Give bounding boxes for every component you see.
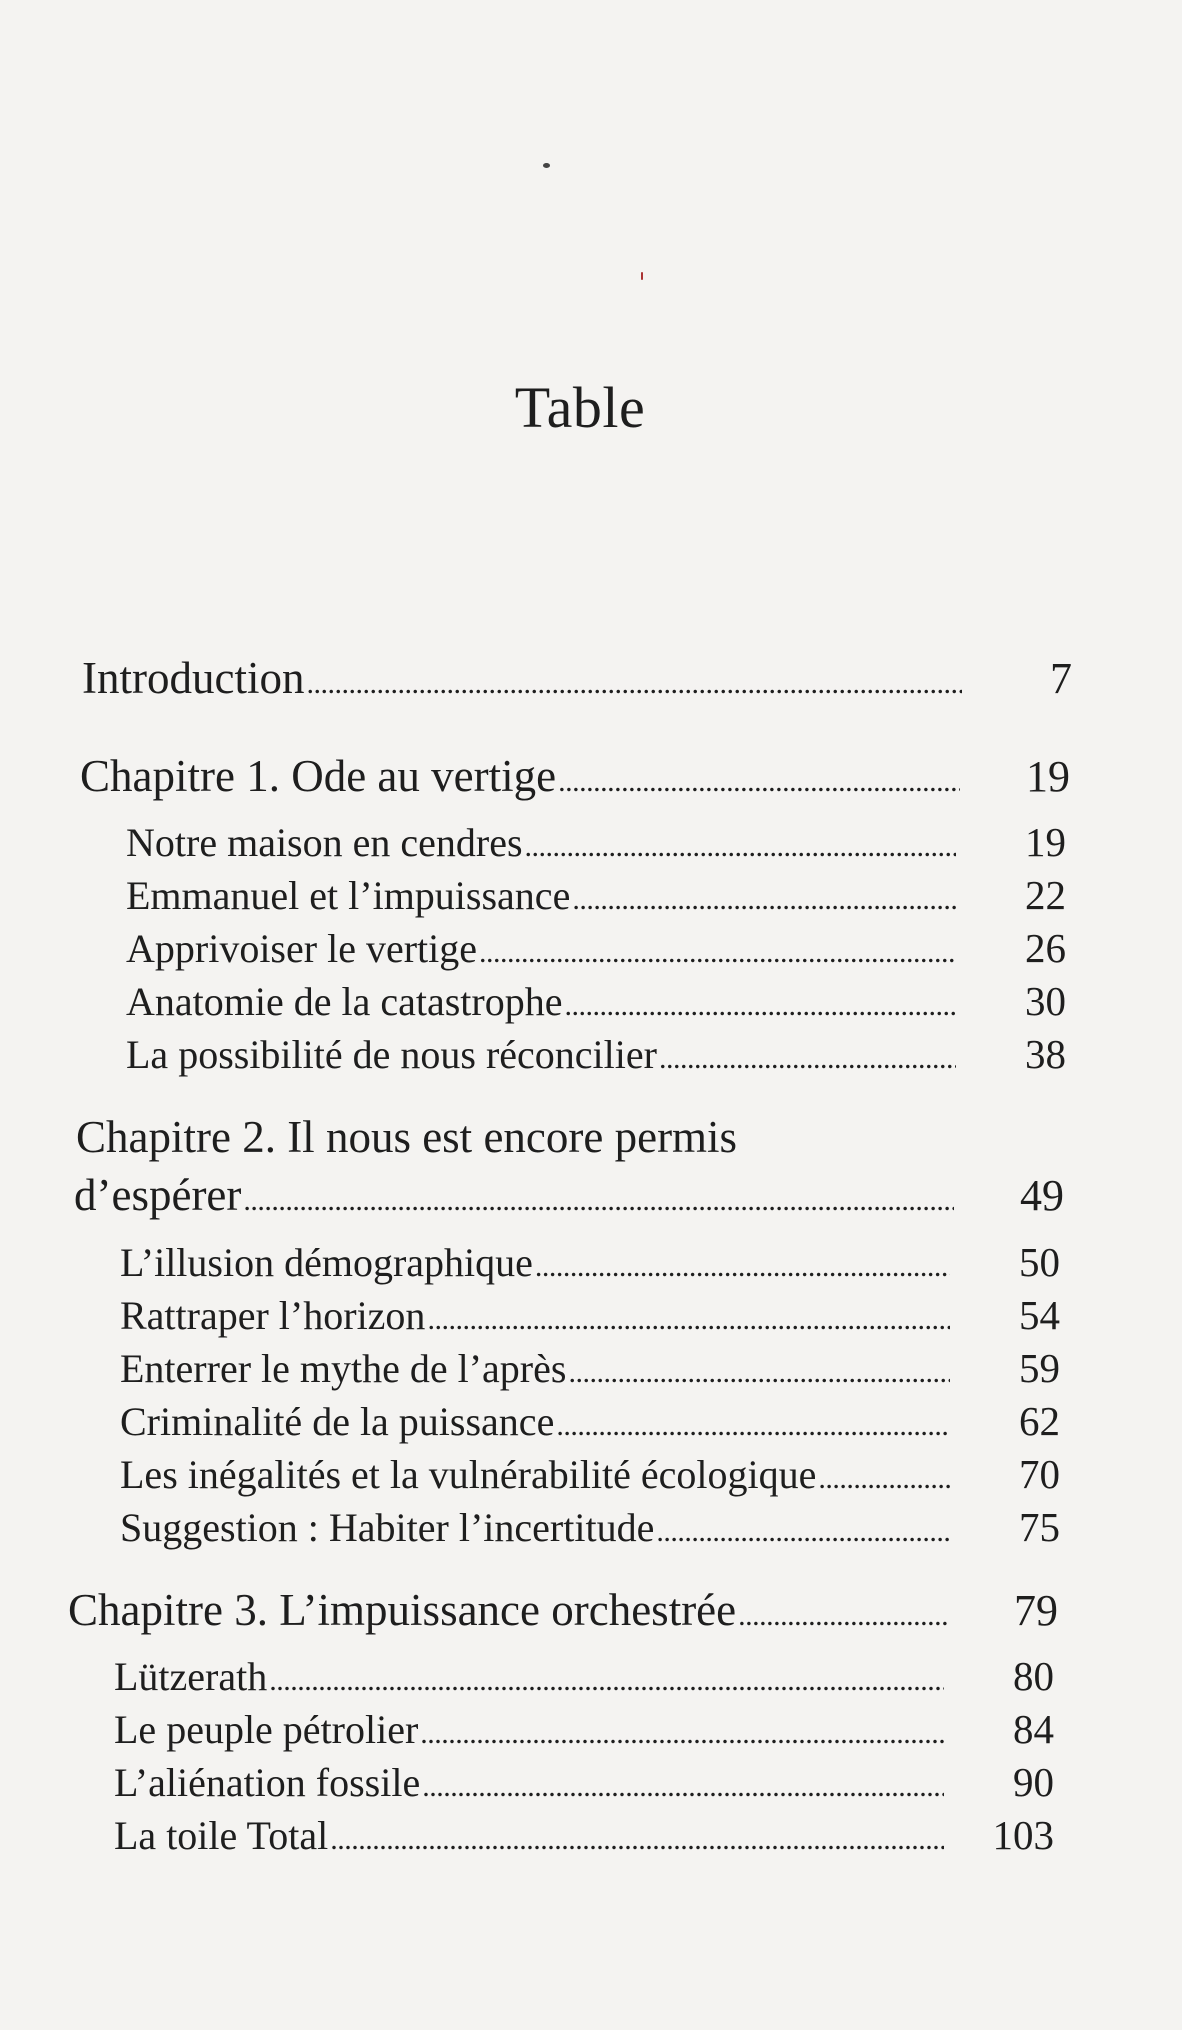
- toc-entry-label: Notre maison en cendres: [126, 820, 523, 865]
- toc-entry-label: L’aliénation fossile: [114, 1760, 421, 1805]
- toc-page-number: 84: [1013, 1706, 1054, 1752]
- toc-page-number: 22: [1025, 872, 1066, 918]
- toc-page-number: 90: [1013, 1759, 1054, 1805]
- page-title: Table: [514, 375, 646, 440]
- toc-entry-label: Rattraper l’horizon: [120, 1293, 426, 1338]
- dot-leader: [525, 819, 956, 866]
- toc-entry-introduction: [82, 652, 1072, 704]
- dot-leader: [568, 1345, 950, 1392]
- toc-chapter-2-heading-line: Chapitre 2. Il nous est encore permis: [76, 1112, 738, 1162]
- toc-entry-chapter-2: [74, 1169, 1064, 1221]
- toc-page-number: 7: [1050, 654, 1072, 703]
- toc-page-number: 50: [1019, 1239, 1060, 1285]
- toc-entry-section: [120, 1344, 1060, 1392]
- toc-entry-section: [114, 1652, 1054, 1700]
- dot-leader: [564, 978, 956, 1025]
- toc-entry-section: [126, 871, 1066, 919]
- toc-entry-label: Enterrer le mythe de l’après: [120, 1346, 567, 1391]
- toc-entry-section: [126, 924, 1066, 972]
- toc-entry-label: La toile Total: [114, 1813, 329, 1858]
- toc-page-number: 30: [1025, 978, 1066, 1024]
- dot-leader: [427, 1292, 950, 1339]
- toc-entry-label: Chapitre 1. Ode au vertige: [80, 751, 557, 801]
- toc-entry-section: [120, 1291, 1060, 1339]
- toc-page-number: 62: [1019, 1398, 1060, 1444]
- dot-leader: [556, 1398, 950, 1445]
- toc-entry-section: [120, 1238, 1060, 1286]
- toc-entry-label: Anatomie de la catastrophe: [126, 979, 563, 1024]
- toc-entry-label: d’espérer: [74, 1170, 242, 1220]
- toc-entry-label: Suggestion : Habiter l’incertitude: [120, 1505, 655, 1550]
- dot-leader: [738, 1584, 948, 1636]
- toc-entry-label: Introduction: [82, 653, 305, 703]
- dot-leader: [818, 1451, 950, 1498]
- dot-leader: [479, 925, 956, 972]
- toc-page-number: 59: [1019, 1345, 1060, 1391]
- toc-entry-chapter-3: [68, 1584, 1058, 1636]
- dot-leader: [558, 750, 960, 802]
- toc-page-number: 54: [1019, 1292, 1060, 1338]
- dot-leader: [656, 1504, 950, 1551]
- dot-leader: [422, 1759, 944, 1806]
- toc-entry-section: [126, 977, 1066, 1025]
- toc-entry-section: [114, 1705, 1054, 1753]
- toc-entry-section: [126, 1030, 1066, 1078]
- dot-leader: [572, 872, 956, 919]
- toc-entry-section: [120, 1397, 1060, 1445]
- toc-page-number: 19: [1025, 819, 1066, 865]
- toc-entry-label: Chapitre 3. L’impuissance orchestrée: [68, 1585, 737, 1635]
- toc-page-number: 26: [1025, 925, 1066, 971]
- toc-entry-label: Lützerath: [114, 1654, 268, 1699]
- toc-page-number: 70: [1019, 1451, 1060, 1497]
- toc-page-number: 79: [1014, 1586, 1058, 1635]
- toc-page-number: 103: [992, 1812, 1054, 1858]
- toc-entry-label: Emmanuel et l’impuissance: [126, 873, 571, 918]
- toc-entry-label: Criminalité de la puissance: [120, 1399, 555, 1444]
- dot-leader: [330, 1812, 944, 1859]
- dot-leader: [420, 1706, 944, 1753]
- toc-entry-label: Les inégalités et la vulnérabilité écologique: [120, 1452, 817, 1497]
- toc-entry-section: [114, 1758, 1054, 1806]
- dot-leader: [535, 1239, 950, 1286]
- toc-page-number: 80: [1013, 1653, 1054, 1699]
- toc-entry-section: [120, 1503, 1060, 1551]
- toc-entry-chapter-1: [80, 750, 1070, 802]
- toc-entry-section: [126, 818, 1066, 866]
- toc-entry-label: La possibilité de nous réconcilier: [126, 1032, 657, 1077]
- toc-entry-section: [120, 1450, 1060, 1498]
- dot-leader: [306, 652, 962, 704]
- toc-entry-label: Apprivoiser le vertige: [126, 926, 477, 971]
- toc-page-number: 49: [1020, 1171, 1064, 1220]
- dot-leader: [243, 1169, 954, 1221]
- toc-page-number: 19: [1026, 752, 1070, 801]
- toc-entry-label: Le peuple pétrolier: [114, 1707, 419, 1752]
- dot-leader: [659, 1031, 956, 1078]
- dot-leader: [269, 1653, 944, 1700]
- toc-page-number: 75: [1019, 1504, 1060, 1550]
- toc-entry-section: [114, 1811, 1054, 1859]
- toc-page-number: 38: [1025, 1031, 1066, 1077]
- toc-entry-label: L’illusion démographique: [120, 1240, 533, 1285]
